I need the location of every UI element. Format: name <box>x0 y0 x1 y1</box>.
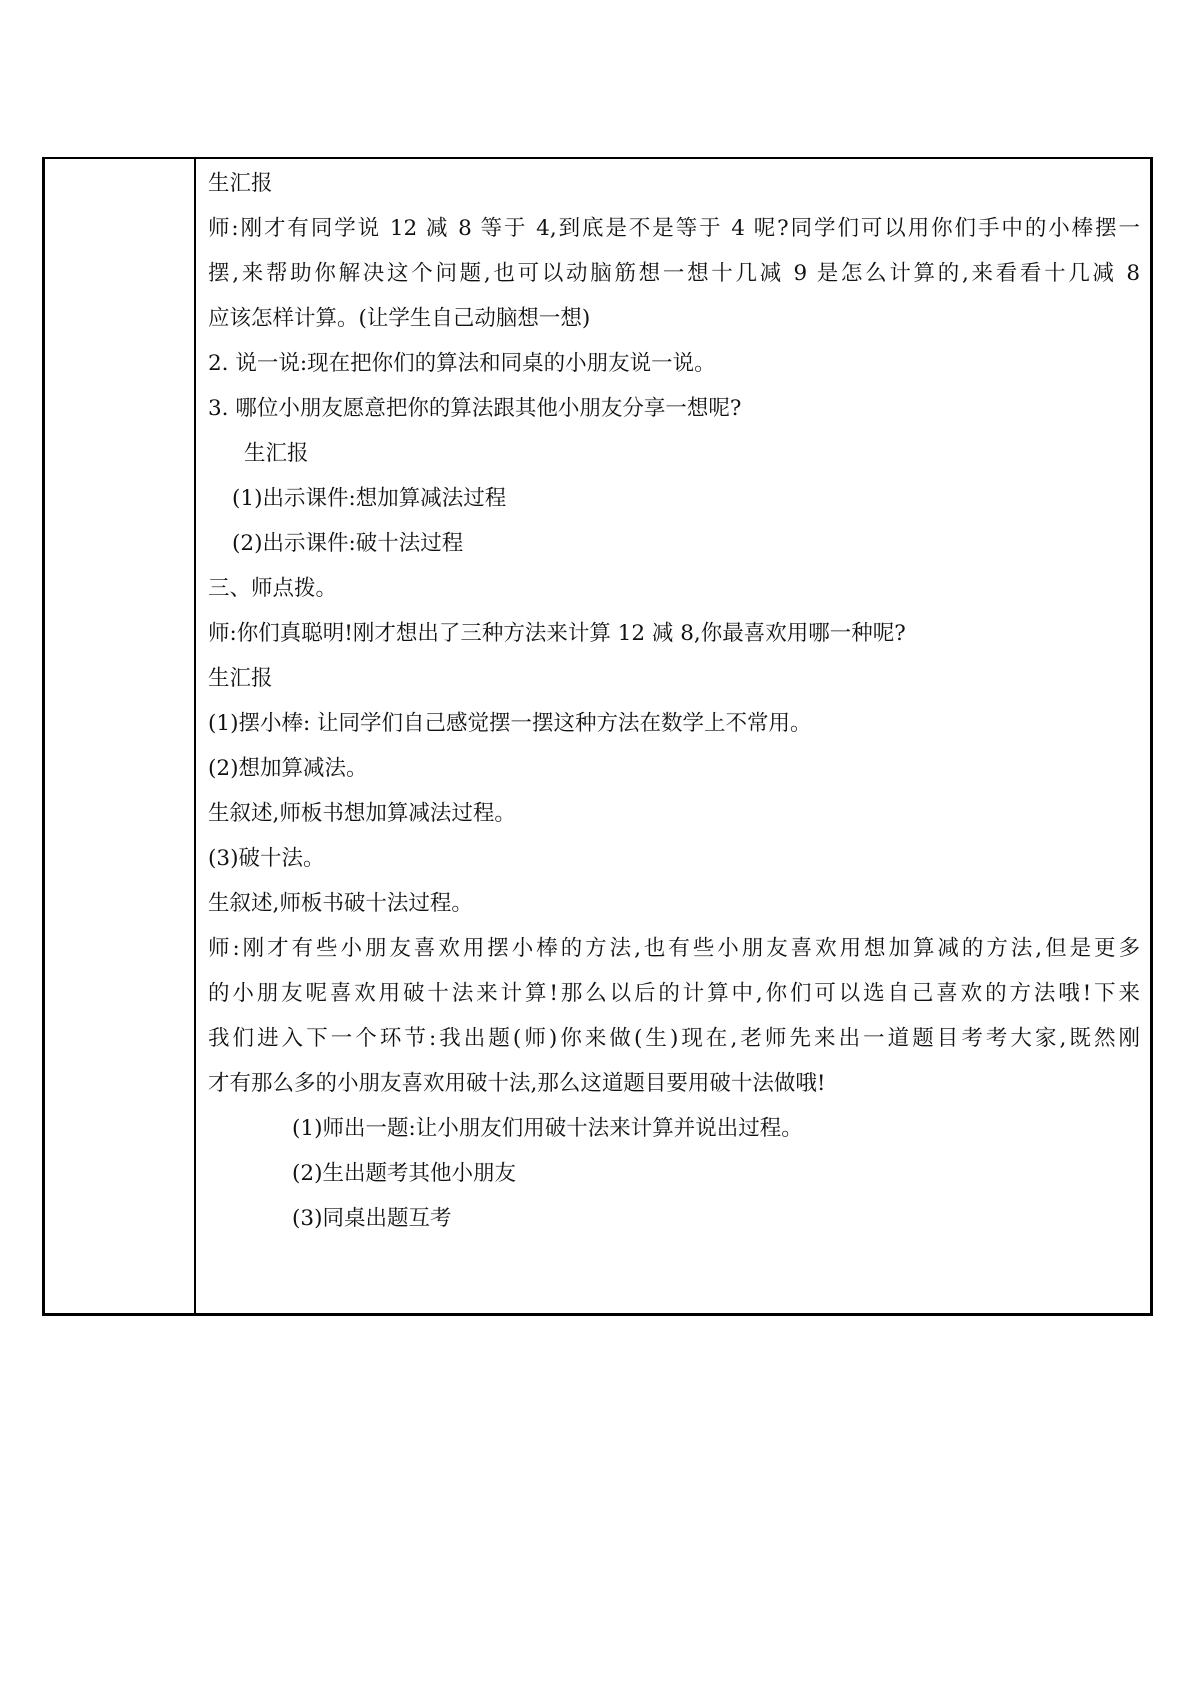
text-line: 应该怎样计算。(让学生自己动脑想一想) <box>208 306 591 331</box>
text-line: (1)出示课件:想加算减法过程 <box>232 486 507 511</box>
text-line: 的小朋友呢喜欢用破十法来计算!那么以后的计算中,你们可以选自己喜欢的方法哦!下来 <box>208 981 1140 1006</box>
table-row <box>44 158 1152 1315</box>
text-line: 2. 说一说:现在把你们的算法和同桌的小朋友说一说。 <box>208 351 716 376</box>
text-line: (2)想加算减法。 <box>208 756 368 781</box>
text-line: 3. 哪位小朋友愿意把你的算法跟其他小朋友分享一想呢? <box>208 396 742 421</box>
text-line: 生叙述,师板书想加算减法过程。 <box>208 801 516 826</box>
text-line: 才有那么多的小朋友喜欢用破十法,那么这道题目要用破十法做哦! <box>208 1071 826 1096</box>
left-column-cell <box>44 158 196 1315</box>
lesson-plan-table <box>42 157 1153 1316</box>
text-line: 我们进入下一个环节:我出题(师)你来做(生)现在,老师先来出一道题目考考大家,既然刚 <box>208 1026 1140 1051</box>
text-line: 生汇报 <box>208 171 273 196</box>
text-line: (3)同桌出题互考 <box>292 1206 452 1231</box>
text-line: 三、师点拨。 <box>208 576 338 601</box>
text-line: 师:刚才有些小朋友喜欢用摆小棒的方法,也有些小朋友喜欢用想加算减的方法,但是更多 <box>208 936 1140 961</box>
lesson-content <box>196 159 1150 1241</box>
text-line: 师:你们真聪明!刚才想出了三种方法来计算 12 减 8,你最喜欢用哪一种呢? <box>208 621 906 646</box>
text-line: 师:刚才有同学说 12 减 8 等于 4,到底是不是等于 4 呢?同学们可以用你们手中的小棒摆一 <box>208 216 1140 241</box>
text-line: (3)破十法。 <box>208 846 325 871</box>
text-line: (1)摆小棒: 让同学们自己感觉摆一摆这种方法在数学上不常用。 <box>208 711 812 736</box>
text-line: 生叙述,师板书破十法过程。 <box>208 891 473 916</box>
text-line: 生汇报 <box>208 666 273 691</box>
text-line: (2)出示课件:破十法过程 <box>232 531 464 556</box>
text-line: (1)师出一题:让小朋友们用破十法来计算并说出过程。 <box>292 1116 803 1141</box>
text-line: 生汇报 <box>244 441 309 466</box>
text-line: 摆,来帮助你解决这个问题,也可以动脑筋想一想十几减 9 是怎么计算的,来看看十几减 8 <box>208 261 1140 286</box>
content-cell <box>195 158 1152 1315</box>
text-line: (2)生出题考其他小朋友 <box>292 1161 516 1186</box>
